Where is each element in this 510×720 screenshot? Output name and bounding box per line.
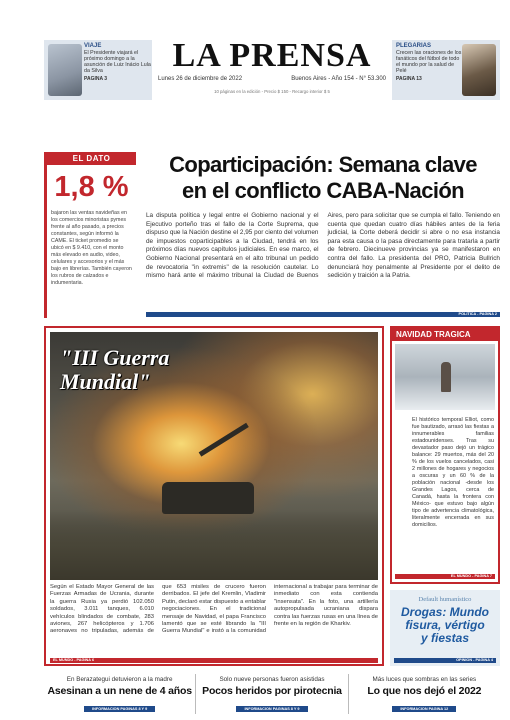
main-section-label[interactable]: EL MUNDO - PAGINA 6 [50,658,378,663]
opinion-headline: Drogas: Mundo fisura, vértigo y fiestas [401,605,489,645]
bottom-teasers [44,674,500,714]
artillery-photo [50,332,378,580]
el-dato-label: EL DATO [47,152,136,165]
lead-headline[interactable]: Coparticipación: Semana clave en el conflicto CABA-Nación [169,152,477,203]
el-dato-text: bajaron las ventas navideñas en los comercios minoristas pymes frente al año pasado, a precios constantes, según informó la CAME. El ticket promedio se ubicó en $ 9.410, con el monto más elevado en audio, video, celulares y accesorios y el más bajo en librerías. También cayeron los rubros de calzados e indumentaria. [51,210,132,286]
teaser-page: PAGINA 3 [84,76,108,82]
issue-edition: Buenos Aires - Año 154 - N° 53.300 [291,76,386,82]
teaser-plegarias[interactable] [392,40,500,100]
tragica-label: NAVIDAD TRAGICA [392,328,498,341]
teaser-page: PAGINA 13 [396,76,422,82]
opinion-box[interactable] [390,590,500,666]
lead-section-label[interactable]: POLITICA - PAGINA 2 [146,312,500,317]
imprint-line: 10 páginas en la edición - Precio $ 150 - Recargo interior $ 5 [214,89,330,94]
main-headline[interactable]: "III Guerra Mundial" [60,345,170,394]
main-story [44,326,384,666]
tragica-section-label[interactable]: EL MUNDO - PAGINA 7 [395,574,495,579]
teaser-kicker: VIAJE [84,43,102,49]
artillery-gun [199,423,249,457]
issue-date: Lunes 26 de diciembre de 2022 [158,76,243,82]
snowstorm-photo [395,344,495,410]
opinion-section-label[interactable]: OPINION - PAGINA 4 [394,658,496,663]
el-dato-box [44,152,136,318]
dateline [156,76,388,82]
header [44,38,500,102]
navidad-tragica-box [390,326,500,584]
teaser-pirotecnia[interactable]: Solo nueve personas fueron asistidas Pocos heridos por pirotecnia INFORMACION PAGINAS 8 Y 9 [195,674,347,714]
opinion-kicker: Default humanístico [418,596,472,603]
lead-body: La disputa política y legal entre el Gobierno nacional y el Ejecutivo porteño tras el fallo de la Corte Suprema, que dispuso que la Nación destine el 2,95 por ciento del volumen de impuestos coparticipables a la Ciudad, tendrá en los próximos días nuevos capítulos judiciales. En ese marco, el Gobierno Nacional presentará en el alto tribunal un pedido de revocatoria "in extremis" de la resolución cautelar. Lo mismo hará ante el máximo tribunal la Ciudad de Buenos Aires, pero para solicitar que se cumpla el fallo. Teniendo en cuenta que quedan cuatro días hábiles antes de la feria judicial, la Corte deberá decidir si abre o no esa instancia para esta causa o la pasa directamente para tratarla a partir de febrero. Diecinueve provincias ya se manifestaron en contra del fallo. La presidenta del PRO, Patricia Bullrich denunciará hoy penalmente al Presidente por el delito de sedición y traición a la Patria. [146,212,500,280]
masthead-logo: LA PRENSA [172,37,372,74]
teaser-viaje[interactable] [44,40,152,100]
artillery-vehicle [162,482,254,514]
teaser-series[interactable]: Más luces que sombras en las series Lo que nos dejó el 2022 INFORMACION PAGINA 12 [348,674,500,714]
teaser-berazategui[interactable]: En Berazategui detuvieron a la madre Asesinan a un nene de 4 años INFORMACION PAGINAS 8 Y 9 [47,676,192,711]
teaser-text: El Presidente viajará el próximo domingo a la asunción de Luiz Inácio Lula da Silva [84,50,151,74]
el-dato-value: 1,8 % [54,171,129,203]
main-body: Según el Estado Mayor General de las Fuerzas Armadas de Ucrania, durante la guerra Rusia ya perdió 102.050 soldados, 3.011 tanques, 6.010 vehículos blindados de combate, 283 aviones, 267 helicópteros y 1.706 aeronaves no tripuladas, además de que 653 misiles de crucero fueron derribados. El jefe del Kremlin, Vladimir Putin, declaró estar dispuesto a entablar negociaciones. En el tradicional mensaje de Navidad, el papa Francisco lamentó que se esté librando la "III Guerra Mundial" e instó a la comunidad internacional a trabajar para terminar de inmediato con esta contienda "insensata". En la foto, una artillería autopropulsada ucraniana dispara contra las fuerzas rusas en una línea de frente en la región de Kharkiv. [50,584,378,635]
president-photo [48,44,82,96]
tragica-body: El histórico temporal Elliot, como fue bautizado, arrasó las fiestas a innumerables familias estadounidenses. Tras su devastador paso dejó un trágico balance: 29 muertos, más del 20 % de los vuelos cancelados, casi 2 millones de hogares y negocios a oscuras y un 60 % de la población nacional -desde los Grandes Lagos, cerca de Canadá, hasta la frontera con México- que estuvo bajo algún tipo de advertencia climatológica, literalmente encerrada en sus domicilios. [412,417,494,528]
teaser-kicker: PLEGARIAS [396,43,432,49]
teaser-text: Crecen las oraciones de los fanáticos del fútbol de todo el mundo por la salud de Pelé [396,50,462,74]
pele-photo [462,44,496,96]
